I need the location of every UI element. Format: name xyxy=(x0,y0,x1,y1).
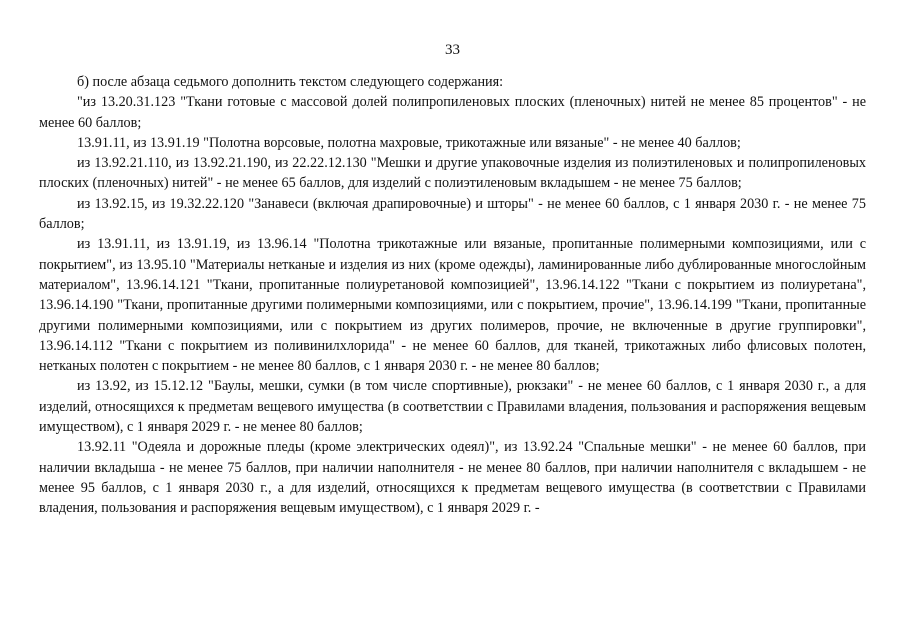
paragraph-item: 13.92.11 "Одеяла и дорожные пледы (кроме электрических одеял)", из 13.92.24 "Спальные мешки" - не менее 60 баллов, при наличии вкладыша - не менее 75 баллов, при наличии наполнителя - не менее 80 баллов, при наличии наполнителя с вкладышем - не менее 95 баллов, с 1 января 2030 г., а для изделий, относящихся к предметам вещевого имущества (в соответствии с Правилами владения, пользования и распоряжения вещевым имуществом), с 1 января 2029 г. - xyxy=(39,439,866,517)
paragraph-item: "из 13.20.31.123 "Ткани готовые с массовой долей полипропиленовых плоских (пленочных) нитей не менее 85 процентов" - не менее 60 баллов; xyxy=(39,94,866,131)
paragraph-item: из 13.91.11, из 13.91.19, из 13.96.14 "Полотна трикотажные или вязаные, пропитанные полимерными композициями, или с покрытием", из 13.95.10 "Материалы нетканые и изделия из них (кроме одежды), ламинированные либо дублированные многослойным материалом", 13.96.14.121 "Ткани, пропитанные полиуретановой композицией", 13.96.14.122 "Ткани с покрытием из полиуретана", 13.96.14.190 "Ткани, пропитанные другими полимерными композициями, или с покрытием, прочие", 13.96.14.199 "Ткани, пропитанные другими полимерными композициями, или с покрытием из других полимеров, прочие, не включенные в другие группировки", 13.96.14.112 "Ткани с покрытием из поливинилхлорида" - не менее 60 баллов, для тканей, трикотажных либо флисовых полотен, нетканых полотен с покрытием - не менее 80 баллов, с 1 января 2030 г. - не менее 80 баллов; xyxy=(39,236,866,375)
paragraph-intro: б) после абзаца седьмого дополнить текстом следующего содержания: xyxy=(77,74,504,90)
page-number: 33 xyxy=(445,42,460,58)
paragraph-item: из 13.92.21.110, из 13.92.21.190, из 22.22.12.130 "Мешки и другие упаковочные изделия из полиэтиленовых и полипропиленовых плоских (пленочных) нитей" - не менее 65 баллов, для изделий с полиэтиленовым вкладышем - не менее 75 баллов; xyxy=(39,155,866,192)
document-body xyxy=(39,72,866,519)
paragraph-item: из 13.92.15, из 19.32.22.120 "Занавеси (включая драпировочные) и шторы" - не менее 60 баллов, с 1 января 2030 г. - не менее 75 баллов; xyxy=(39,195,866,233)
paragraph-item: из 13.92, из 15.12.12 "Баулы, мешки, сумки (в том числе спортивные), рюкзаки" - не менее 60 баллов, с 1 января 2030 г., а для изделий, относящихся к предметам вещевого имущества (в соответствии с Правилами владения, пользования и распоряжения вещевым имуществом), с 1 января 2029 г. - не менее 80 баллов; xyxy=(39,378,866,436)
paragraph-item: 13.91.11, из 13.91.19 "Полотна ворсовые, полотна махровые, трикотажные или вязаные" - не менее 40 баллов; xyxy=(77,134,741,151)
